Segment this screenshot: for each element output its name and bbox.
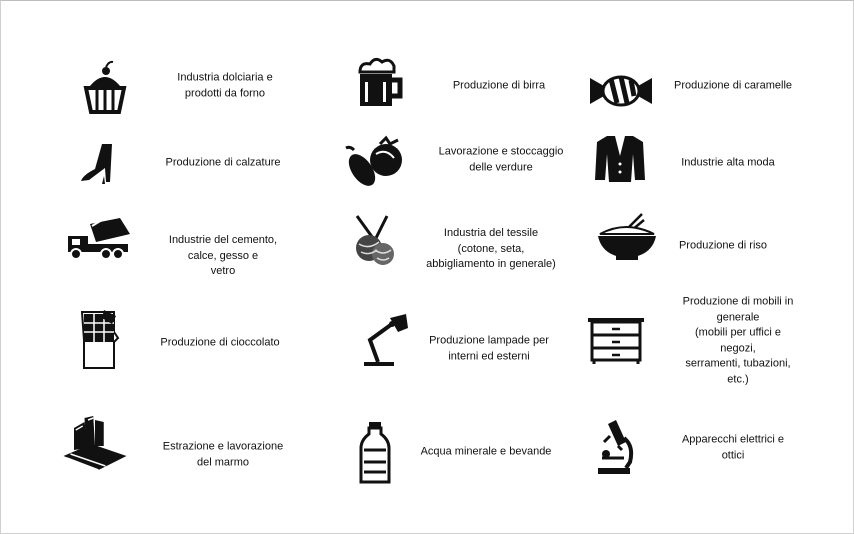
label-rice: Produzione di riso bbox=[678, 239, 768, 252]
drawer-cabinet-icon bbox=[582, 306, 652, 376]
label-bakery: Industria dolciaria e prodotti da forno bbox=[177, 71, 273, 99]
label-beer: Produzione di birra bbox=[452, 79, 546, 92]
candy-icon bbox=[586, 56, 656, 126]
yarn-balls-icon bbox=[345, 210, 415, 280]
rice-bowl-icon bbox=[592, 208, 662, 278]
label-fashion: Industrie alta moda bbox=[681, 156, 775, 169]
label-vegetables: Lavorazione e stoccaggio delle verdure bbox=[438, 145, 564, 173]
chocolate-bar-icon bbox=[66, 306, 136, 376]
marble-blocks-icon bbox=[60, 410, 130, 480]
label-lamps: Produzione lampade per interni ed esterni bbox=[429, 334, 549, 362]
vegetables-icon bbox=[340, 126, 410, 196]
boot-icon bbox=[64, 128, 134, 198]
desk-lamp-icon bbox=[350, 306, 420, 376]
label-candy: Produzione di caramelle bbox=[673, 79, 793, 92]
label-textile: Industria del tessile (cotone, seta, abbigliamento in generale) bbox=[426, 226, 556, 270]
beer-mug-icon bbox=[345, 52, 415, 122]
label-cement: Industrie del cemento, calce, gesso e vetro bbox=[168, 233, 278, 277]
label-chocolate: Produzione di cioccolato bbox=[160, 336, 280, 349]
dump-truck-icon bbox=[62, 206, 132, 276]
suit-jacket-icon bbox=[585, 126, 655, 196]
label-furniture: Produzione di mobili in generale (mobili per uffici e negozi, serramenti, tubazioni, etc.) bbox=[682, 295, 794, 385]
label-marble: Estrazione e lavorazione del marmo bbox=[162, 440, 284, 468]
label-electrical-optical: Apparecchi elettrici e ottici bbox=[681, 433, 785, 461]
water-bottle-icon bbox=[340, 418, 410, 488]
label-footwear: Produzione di calzature bbox=[165, 156, 281, 169]
label-water: Acqua minerale e bevande bbox=[420, 445, 552, 458]
microscope-icon bbox=[584, 412, 654, 482]
cupcake-icon bbox=[70, 54, 140, 124]
